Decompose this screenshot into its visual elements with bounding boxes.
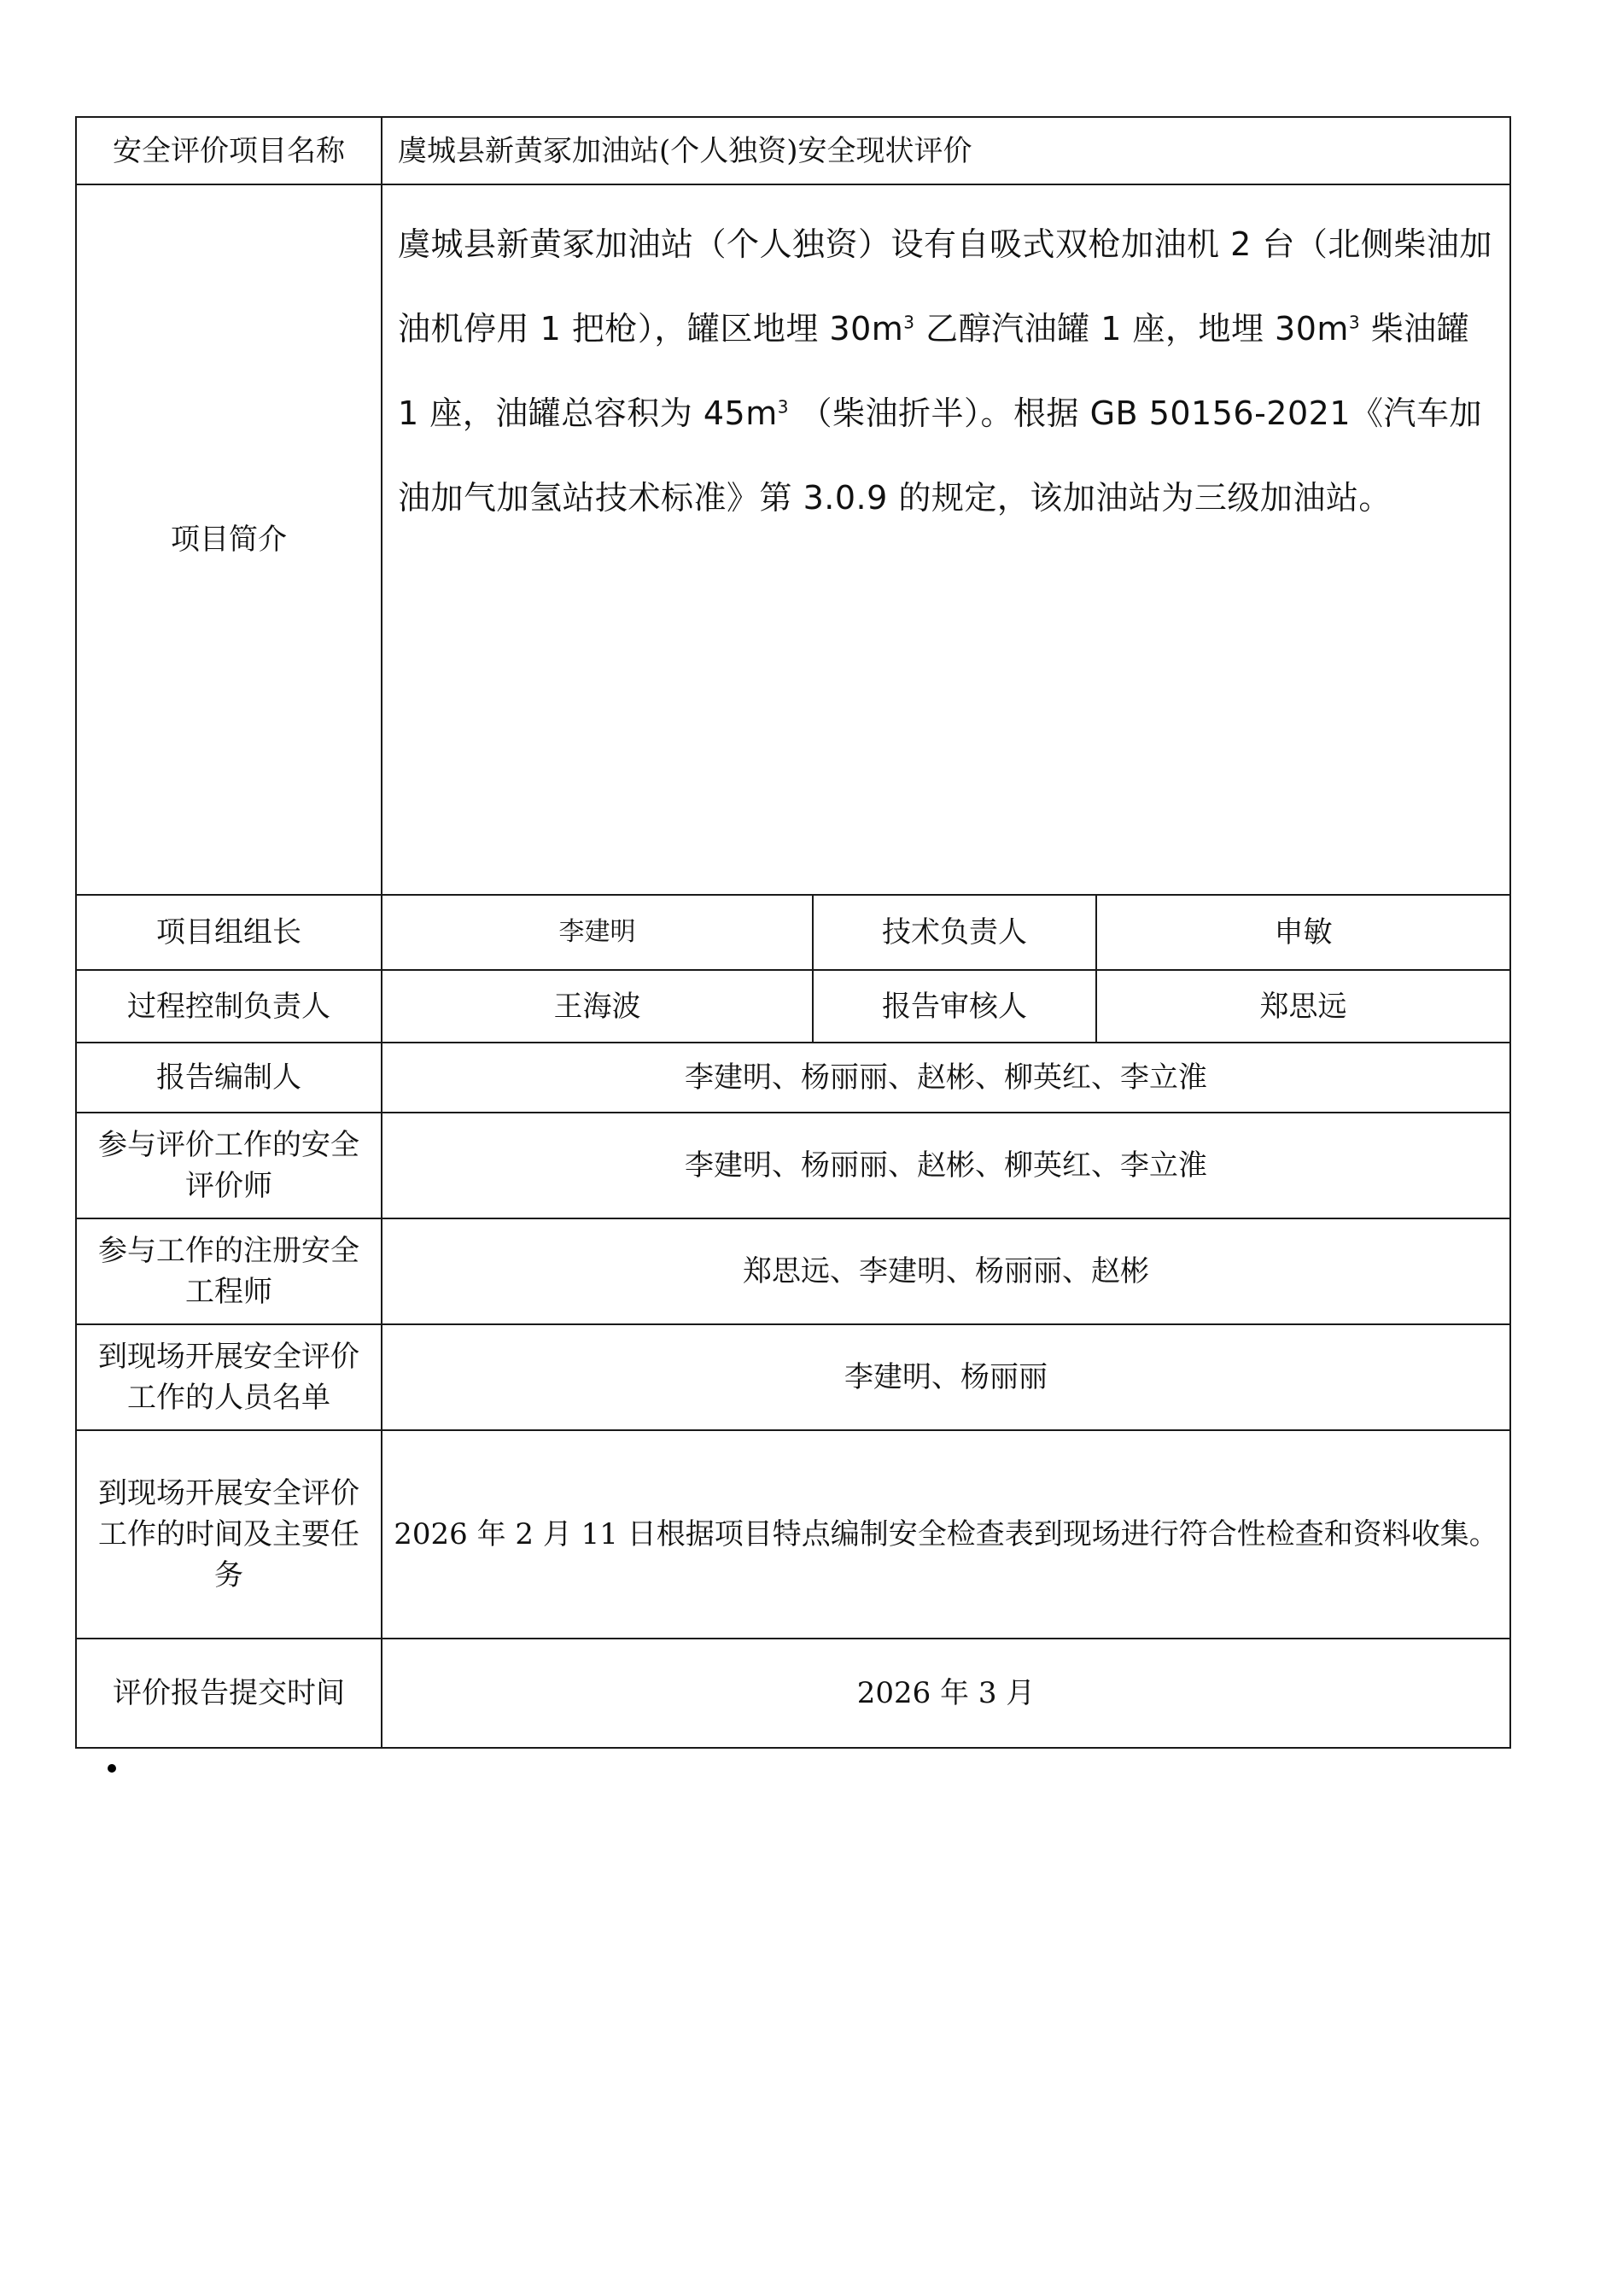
onsite-time-tasks-label: 到现场开展安全评价工作的时间及主要任务: [76, 1430, 382, 1639]
intro-superscript-2: 3: [1348, 312, 1361, 333]
row-onsite-time-tasks: [76, 1430, 1510, 1639]
project-intro-text: [382, 184, 1510, 895]
project-leader-label: 项目组组长: [76, 895, 382, 970]
technical-lead-value: 申敏: [1096, 895, 1510, 970]
safety-assessors-label: 参与评价工作的安全评价师: [76, 1113, 382, 1218]
intro-text-part1: 虞城县新黄冢加油站（个人独资）设有自吸式双枪加油机 2 台（北侧柴油加油机停用 1 把枪），罐区地埋 30m: [398, 225, 1492, 348]
row-onsite-personnel: [76, 1324, 1510, 1430]
onsite-personnel-label: 到现场开展安全评价工作的人员名单: [76, 1324, 382, 1430]
project-name-label: 安全评价项目名称: [76, 117, 382, 184]
row-report-submission: [76, 1639, 1510, 1748]
project-info-table: [75, 116, 1511, 1749]
row-control-review: [76, 970, 1510, 1043]
onsite-time-tasks-value: 2026 年 2 月 11 日根据项目特点编制安全检查表到现场进行符合性检查和资料收集。: [382, 1430, 1510, 1639]
onsite-personnel-value: 李建明、杨丽丽: [382, 1324, 1510, 1430]
intro-superscript-3: 3: [777, 396, 789, 418]
intro-text-part3: 柴油罐 1 座，油罐总容积为 45m: [398, 310, 1470, 432]
registered-engineers-value: 郑思远、李建明、杨丽丽、赵彬: [382, 1218, 1510, 1324]
report-submission-label: 评价报告提交时间: [76, 1639, 382, 1748]
report-submission-value: 2026 年 3 月: [382, 1639, 1510, 1748]
safety-assessors-value: 李建明、杨丽丽、赵彬、柳英红、李立淮: [382, 1113, 1510, 1218]
report-reviewer-label: 报告审核人: [813, 970, 1096, 1043]
row-leaders: [76, 895, 1510, 970]
row-safety-assessors: [76, 1113, 1510, 1218]
intro-superscript-1: 3: [903, 312, 915, 333]
intro-text-part2: 乙醇汽油罐 1 座，地埋 30m: [914, 310, 1349, 348]
registered-engineers-label: 参与工作的注册安全工程师: [76, 1218, 382, 1324]
row-report-authors: [76, 1043, 1510, 1113]
project-leader-value: 李建明: [382, 895, 813, 970]
technical-lead-label: 技术负责人: [813, 895, 1096, 970]
row-project-intro: [76, 184, 1510, 895]
project-name-value: 虞城县新黄冢加油站(个人独资)安全现状评价: [382, 117, 1510, 184]
intro-text-part4: （柴油折半）。根据 GB 50156-2021《汽车加油加气加氢站技术标准》第 3.0.9 的规定，该加油站为三级加油站。: [398, 394, 1483, 517]
report-authors-value: 李建明、杨丽丽、赵彬、柳英红、李立淮: [382, 1043, 1510, 1113]
report-reviewer-value: 郑思远: [1096, 970, 1510, 1043]
process-control-lead-value: 王海波: [382, 970, 813, 1043]
row-project-name: [76, 117, 1510, 184]
bullet-point-icon: [108, 1764, 116, 1773]
row-registered-engineers: [76, 1218, 1510, 1324]
project-intro-label: 项目简介: [76, 184, 382, 895]
process-control-lead-label: 过程控制负责人: [76, 970, 382, 1043]
report-authors-label: 报告编制人: [76, 1043, 382, 1113]
